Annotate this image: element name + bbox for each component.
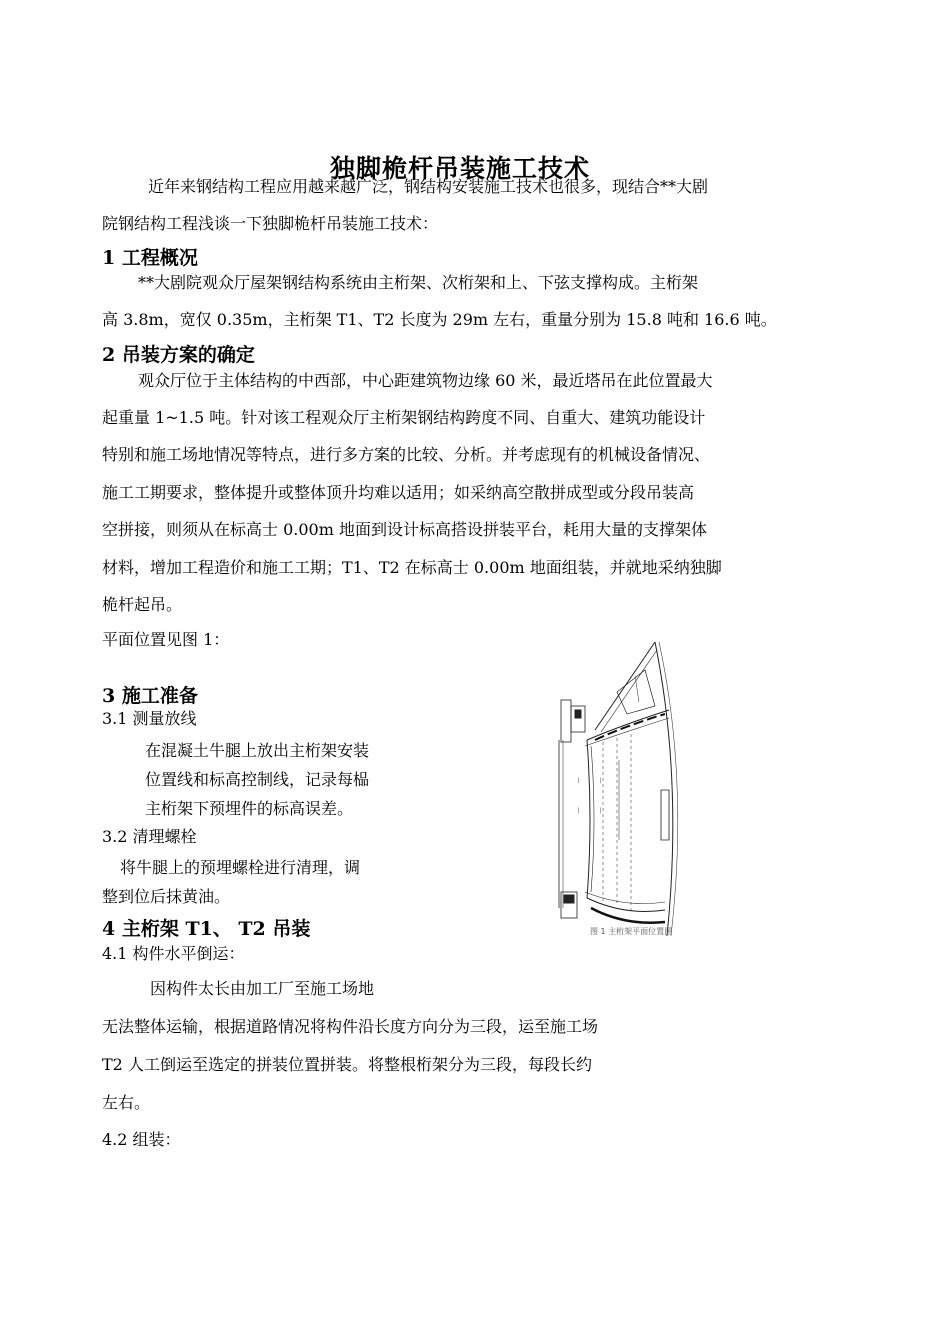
- section-2-line-5: 空拼接，则须从在标高士 0.00m 地面到设计标高搭设拼装平台，耗用大量的支撑架体: [102, 520, 707, 539]
- section-4-1-title: 4.1 构件水平倒运：: [102, 944, 245, 963]
- section-2-line-4: 施工工期要求，整体提升或整体顶升均难以适用；如采纳高空散拼成型或分段吊装高: [102, 483, 695, 502]
- section-3-1-title: 3.1 测量放线: [102, 709, 197, 728]
- intro-line-2: 院钢结构工程浅谈一下独脚桅杆吊装施工技术：: [102, 214, 439, 233]
- section-2-line-6: 材料，增加工程造价和施工工期；T1、T2 在标高士 0.00m 地面组装，并就地采纳独脚: [102, 558, 722, 577]
- outer-curve-line: [655, 642, 673, 936]
- section-2-line-7: 桅杆起吊。: [102, 595, 183, 614]
- section-4-1-line-2: 无法整体运输，根据道路情况将构件沿长度方向分为三段，运至施工场: [102, 1017, 599, 1036]
- section-3-heading: 3 施工准备: [102, 685, 198, 707]
- svg-text:│: │: [577, 808, 581, 814]
- section-2-line-3: 特别和施工场地情况等特点，进行多方案的比较、分析。并考虑现有的机械设备情况、: [102, 445, 711, 464]
- section-4-1-line-4: 左右。: [102, 1093, 151, 1112]
- intro-line-1: 近年来钢结构工程应用越来越广泛，钢结构安装施工技术也很多，现结合**大剧: [148, 177, 709, 196]
- hall-top-curve: [587, 710, 669, 740]
- section-1-heading: 1 工程概况: [102, 247, 198, 269]
- section-3-2-line-2: 整到位后抹黄油。: [102, 887, 231, 906]
- figure-caption: 图 1 主桁架平面位置图: [590, 927, 673, 936]
- section-1-line-2: 高 3.8m，宽仅 0.35m，主桁架 T1、T2 长度为 29m 左右，重量分别为 15.8 吨和 16.6 吨。: [102, 310, 777, 329]
- section-3-2-line-1: 将牛腿上的预埋螺栓进行清理，调: [120, 858, 361, 877]
- section-4-1-line-3: T2 人工倒运至选定的拼装位置拼装。将整根桁架分为三段，每段长约: [102, 1055, 592, 1074]
- section-2-line-1: 观众厅位于主体结构的中西部，中心距建筑物边缘 60 米，最近塔吊在此位置最大: [138, 371, 713, 390]
- figure-reference: 平面位置见图 1：: [102, 630, 230, 649]
- section-3-2-title: 3.2 清理螺栓: [102, 827, 197, 846]
- svg-text:│: │: [599, 808, 603, 814]
- section-3-1-line-1: 在混凝土牛腿上放出主桁架安装: [145, 741, 370, 760]
- hall-bottom-curve: [587, 898, 665, 912]
- section-3-1-line-2: 位置线和标高控制线，记录每榀: [145, 770, 370, 789]
- section-2-line-2: 起重量 1~1.5 吨。针对该工程观众厅主桁架钢结构跨度不同、自重大、建筑功能设计: [102, 408, 706, 427]
- section-3-1-line-3: 主桁架下预埋件的标高误差。: [145, 799, 354, 818]
- section-4-heading: 4 主桁架 T1、 T2 吊装: [102, 918, 311, 940]
- plan-drawing-figure: [555, 640, 695, 940]
- svg-text:│: │: [577, 778, 581, 784]
- section-1-line-1: **大剧院观众厅屋架钢结构系统由主桁架、次桁架和上、下弦支撑构成。主桁架: [138, 273, 699, 292]
- section-4-2-title: 4.2 组装：: [102, 1130, 181, 1149]
- svg-text:│: │: [599, 778, 603, 784]
- section-4-1-line-1: 因构件太长由加工厂至施工场地: [150, 979, 375, 998]
- hall-left-wall: [587, 740, 590, 898]
- document-title: 独脚桅杆吊装施工技术: [329, 153, 590, 183]
- section-2-heading: 2 吊装方案的确定: [102, 344, 255, 366]
